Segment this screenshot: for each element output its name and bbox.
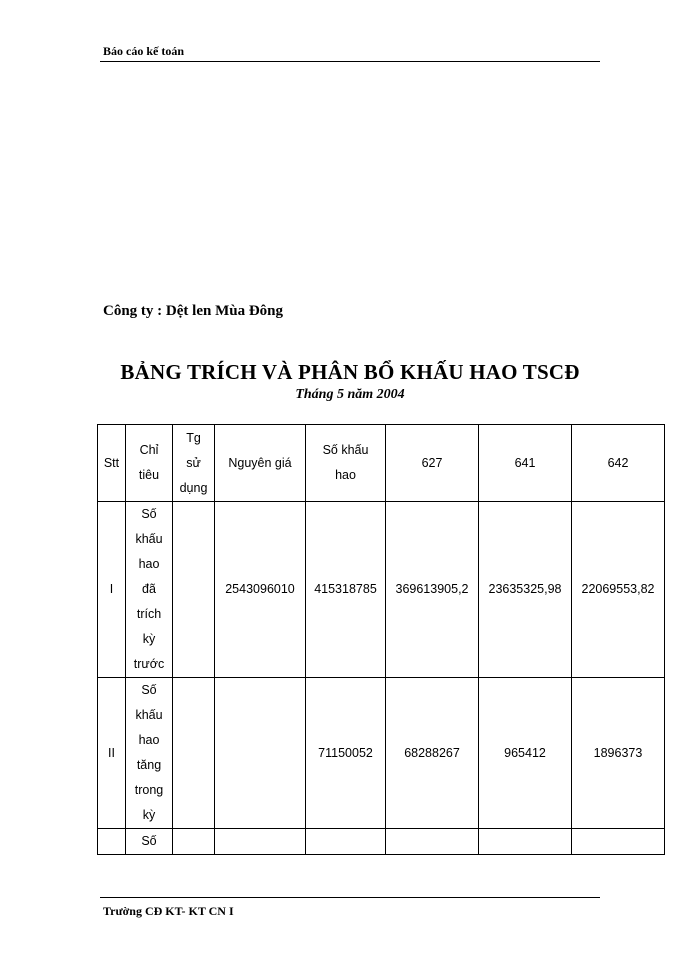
- cell-641: 23635325,98: [479, 502, 572, 678]
- cell-642: 1896373: [572, 678, 665, 829]
- cell-nguyen-gia: [215, 678, 306, 829]
- company-name: Công ty : Dệt len Mùa Đông: [103, 303, 283, 319]
- cell-627: 68288267: [386, 678, 479, 829]
- document-title: BẢNG TRÍCH VÀ PHÂN BỔ KHẤU HAO TSCĐ: [120, 360, 580, 384]
- cell-tg-su-dung: [173, 829, 215, 855]
- cell-641: [479, 829, 572, 855]
- cell-so-khau-hao: 71150052: [306, 678, 386, 829]
- cell-chi-tieu: Số khấu hao đã trích kỳ trước: [126, 502, 173, 678]
- report-footer: Trường CĐ KT- KT CN I: [103, 904, 234, 918]
- cell-627: [386, 829, 479, 855]
- cell-so-khau-hao: 415318785: [306, 502, 386, 678]
- cell-tg-su-dung: [173, 502, 215, 678]
- cell-chi-tieu: Số khấu hao tăng trong kỳ: [126, 678, 173, 829]
- cell-642: 22069553,82: [572, 502, 665, 678]
- header-so-khau-hao-text: Số khấu hao: [322, 443, 369, 482]
- header-so-khau-hao: [306, 425, 386, 502]
- cell-so-khau-hao: [306, 829, 386, 855]
- footer-divider: [100, 897, 600, 898]
- cell-642: [572, 829, 665, 855]
- document-subtitle: Tháng 5 năm 2004: [295, 387, 405, 402]
- cell-nguyen-gia: [215, 829, 306, 855]
- header-641: 641: [479, 425, 572, 502]
- table-row: [98, 678, 665, 829]
- table-row: [98, 829, 665, 855]
- header-chi-tieu: Chỉ tiêu: [126, 425, 173, 502]
- cell-641: 965412: [479, 678, 572, 829]
- table-header-row: [98, 425, 665, 502]
- report-header: Báo cáo kế toán: [103, 44, 184, 58]
- header-tg-su-dung: Tg sử dụng: [173, 425, 215, 502]
- cell-stt: II: [98, 678, 126, 829]
- cell-stt: I: [98, 502, 126, 678]
- header-nguyen-gia: Nguyên giá: [215, 425, 306, 502]
- depreciation-table: [97, 424, 665, 855]
- cell-tg-su-dung: [173, 678, 215, 829]
- cell-chi-tieu: Số: [126, 829, 173, 855]
- table-row: [98, 502, 665, 678]
- header-627: 627: [386, 425, 479, 502]
- cell-stt: [98, 829, 126, 855]
- header-divider: [100, 61, 600, 62]
- header-stt: Stt: [98, 425, 126, 502]
- cell-nguyen-gia: 2543096010: [215, 502, 306, 678]
- header-642: 642: [572, 425, 665, 502]
- cell-627: 369613905,2: [386, 502, 479, 678]
